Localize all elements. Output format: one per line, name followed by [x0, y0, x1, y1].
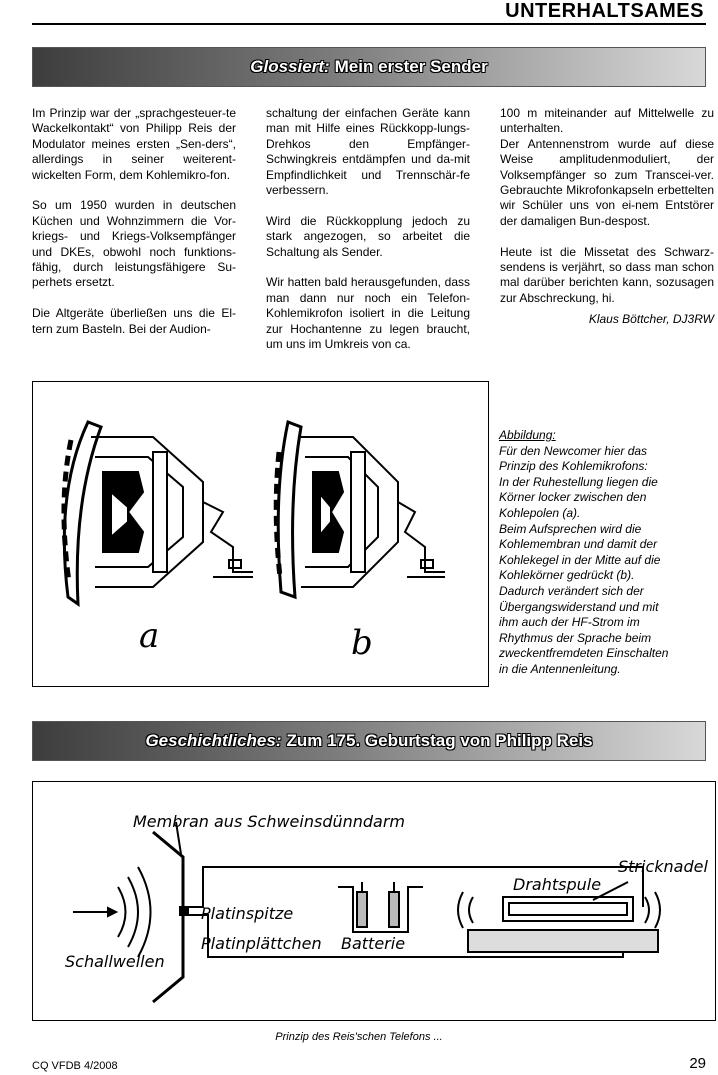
label-a: a: [139, 616, 160, 656]
article1-title: Mein erster Sender: [334, 57, 488, 76]
carbon-microphone-figure: [32, 381, 489, 687]
caption-line: Kohlepolen (a).: [499, 505, 581, 520]
paragraph: 100 m miteinander auf Mittelwelle zu unterhalten.: [500, 106, 714, 136]
caption-line: Für den Newcomer hier das: [499, 443, 648, 458]
article2-banner: [32, 721, 706, 761]
microphone-a-drawing: [64, 422, 253, 604]
header-rule: [32, 23, 706, 25]
carbon-microphone-illustration: [33, 382, 488, 686]
label-drahtspule: Drahtspule: [513, 875, 602, 894]
caption-line: in die Antennenleitung.: [499, 661, 621, 676]
article2-kicker: Geschichtliches:: [145, 731, 282, 750]
paragraph: So um 1950 wurden in deutschen Küchen und Wohnzimmern die Vor-kriegs- und Kriegs-Volksempfänger und DKEs, obwohl noch funktions-fähig, durch leistungsfähigere Su-perhets ersetzt.: [32, 198, 236, 290]
caption-line: Dadurch verändert sich der: [499, 583, 644, 598]
caption-line: Kohlekörner gedrückt (b).: [499, 568, 635, 583]
label-platinspitze: Platinspitze: [201, 904, 294, 923]
reis-telephone-illustration: [33, 782, 715, 1020]
caption-line: In der Ruhestellung liegen die: [499, 474, 658, 489]
label-batterie: Batterie: [341, 934, 406, 953]
caption-title: Abbildung:: [499, 428, 556, 442]
section-title: UNTERHALTSAMES: [505, 0, 704, 22]
microphone-b-drawing: [276, 422, 445, 597]
article1-kicker: Glossiert:: [250, 57, 330, 76]
caption-line: Rhythmus der Sprache beim: [499, 630, 652, 645]
paragraph: Im Prinzip war der „sprachgesteuer-te Wackelkontakt“ von Philipp Reis der Modulator meines ersten „Sen-ders“, allerdings in seiner weiterent-wickelten Form, dem Kohlemikro-fon.: [32, 106, 236, 182]
article1-column-1: [32, 106, 236, 337]
caption-line: ihm auch der HF-Strom im: [499, 615, 640, 630]
article2-title: Zum 175. Geburtstag von Philipp Reis: [286, 731, 593, 750]
paragraph: Heute ist die Missetat des Schwarz-sendens is verjährt, so dass man schon mal darüber berichten kann, sozusagen zur Abschreckung, hi.: [500, 244, 714, 305]
footer-publication: CQ VFDB 4/2008: [32, 1060, 118, 1072]
paragraph: Der Antennenstrom wurde auf diese Weise amplitudenmoduliert, der Volksempfänger so zum Transcei-ver. Gebrauchte Mikrofonkapseln erbettelten wir Schüler uns von ei-nem Entstörer der damaligen Bun-despost.: [500, 136, 714, 228]
figure2-caption: Prinzip des Reis'schen Telefons ...: [275, 1031, 443, 1043]
caption-line: zweckentfremdeten Einschalten: [499, 646, 669, 661]
paragraph: Wird die Rückkopplung jedoch zu stark angezogen, so arbeitet die Schaltung als Sender.: [266, 213, 470, 259]
page-number: 29: [689, 1055, 706, 1072]
article1-signature: Klaus Böttcher, DJ3RW: [588, 312, 714, 327]
label-membran: Membran aus Schweinsdünndarm: [133, 812, 406, 831]
caption-line: Körner locker zwischen den: [499, 490, 647, 505]
caption-line: Prinzip des Kohlemikrofons:: [499, 459, 648, 474]
paragraph: schaltung der einfachen Geräte kann man mit Hilfe eines Rückkopp-lungs-Drehkos den Empfänger-Schwingkreis entdämpfen und da-mit Empfindlichkeit und Trennschär-fe verbessern.: [266, 106, 470, 198]
article1-banner: [32, 47, 706, 87]
label-schallwellen: Schallwellen: [65, 952, 165, 971]
caption-line: Beim Aufsprechen wird die: [499, 521, 642, 536]
paragraph: Die Altgeräte überließen uns die El-tern zum Basteln. Bei der Audion-: [32, 306, 236, 336]
article1-column-3: [500, 106, 714, 328]
caption-line: Übergangswiderstand und mit: [499, 599, 659, 614]
label-stricknadel: Stricknadel: [618, 857, 708, 876]
caption-line: Kohlemembran und damit der: [499, 537, 658, 552]
reis-telephone-figure: [32, 781, 716, 1021]
article1-column-2: [266, 106, 470, 352]
figure1-caption: [499, 428, 711, 678]
label-platinplaettchen: Platinplättchen: [201, 934, 322, 953]
label-b: b: [351, 623, 373, 663]
paragraph: Wir hatten bald herausgefunden, dass man dann nur noch ein Telefon-Kohlemikrofon isoliert in die Leitung zur Hochantenne zu legen braucht, um uns im Umkreis von ca.: [266, 275, 470, 352]
caption-line: Kohlekegel in der Mitte auf die: [499, 552, 661, 567]
